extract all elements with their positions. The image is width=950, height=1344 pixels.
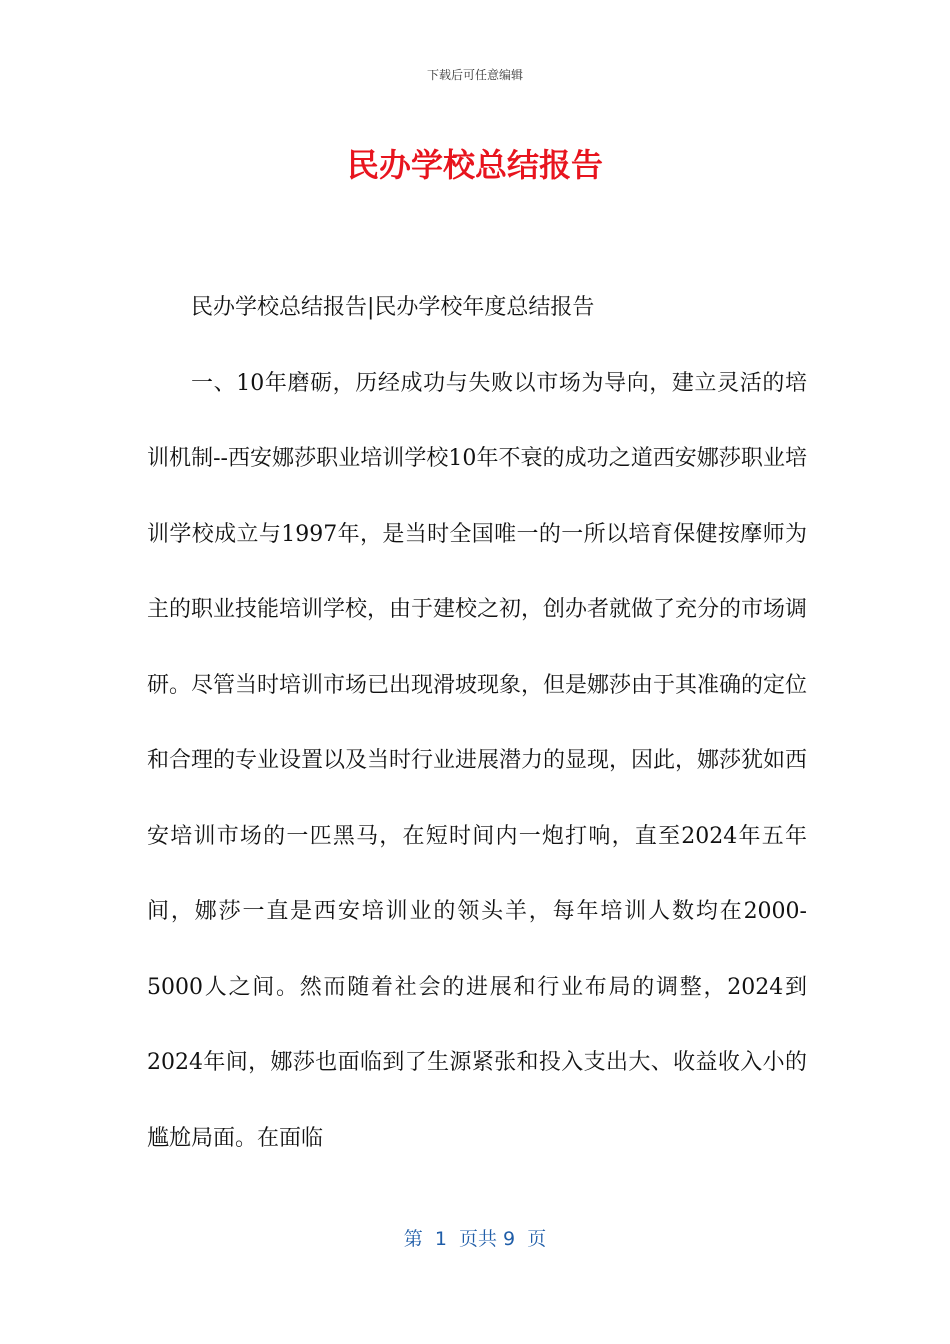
page-header-note: 下载后可任意编辑 <box>426 68 523 82</box>
page-number-footer: 第 1 页共 9 页 <box>403 1228 547 1250</box>
document-subtitle-paragraph: 民办学校总结报告|民办学校年度总结报告 <box>191 295 595 320</box>
document-body <box>147 270 807 1176</box>
document-title: 民办学校总结报告 <box>346 146 603 184</box>
document-paragraph-1: 一、10年磨砺，历经成功与失败以市场为导向，建立灵活的培训机制--西安娜莎职业培训学校10年不衰的成功之道西安娜莎职业培训学校成立与1997年，是当时全国唯一的一所以培育保健按摩师为主的职业技能培训学校，由于建校之初，创办者就做了充分的市场调研。尽管当时培训市场已出现滑坡现象，但是娜莎由于其准确的定位和合理的专业设置以及当时行业进展潜力的显现，因此，娜莎犹如西安培训市场的一匹黑马，在短时间内一炮打响，直至2024年五年间，娜莎一直是西安培训业的领头羊，每年培训人数均在2000-5000人之间。然而随着社会的进展和行业布局的调整，2024到2024年间，娜莎也面临到了生源紧张和投入支出大、收益收入小的尴尬局面。在面临 <box>147 370 808 1151</box>
